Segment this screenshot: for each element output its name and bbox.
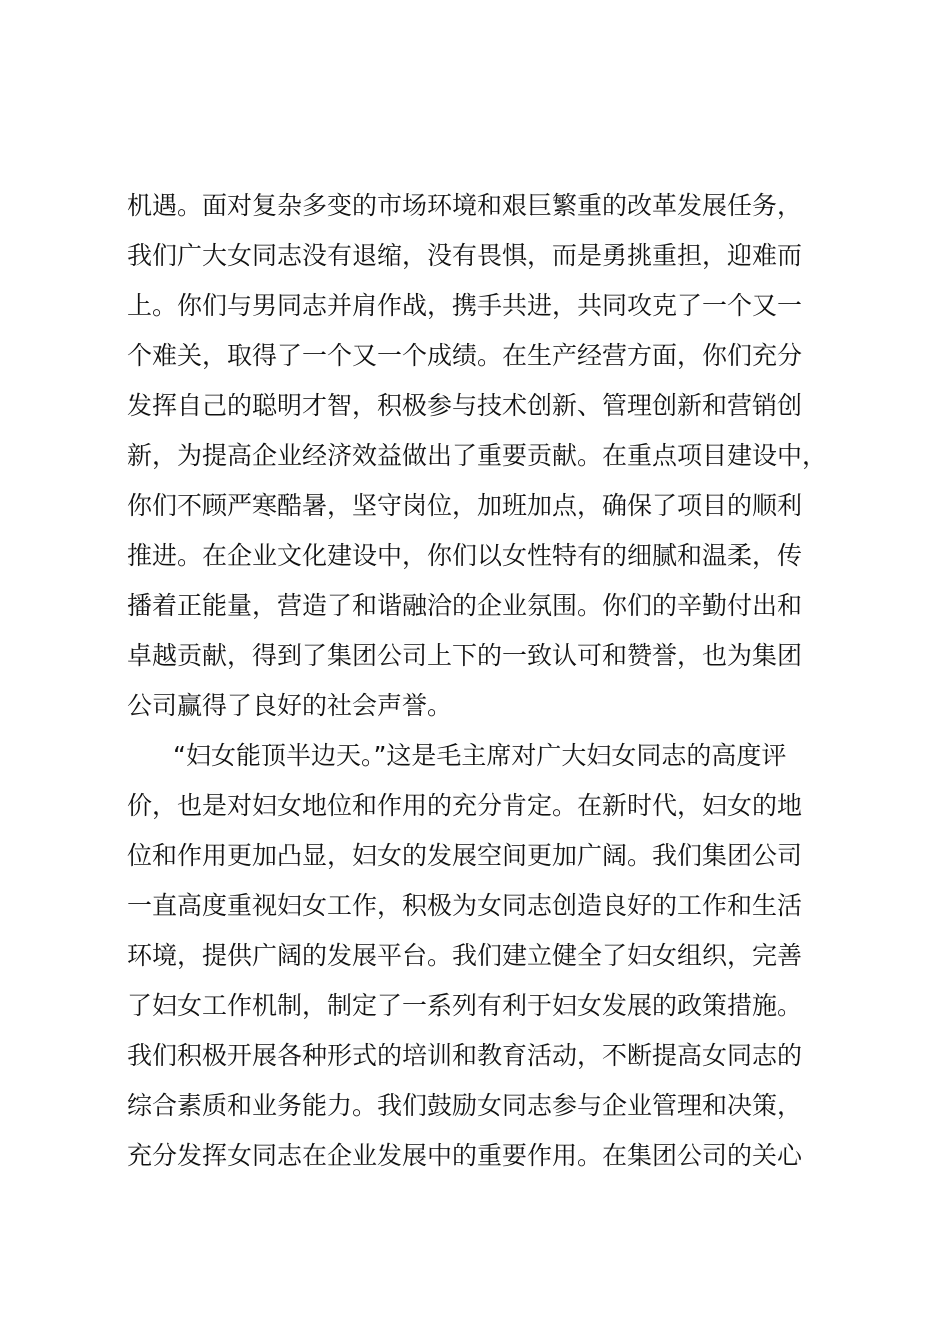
text-line: 综合素质和业务能力。我们鼓励女同志参与企业管理和决策，	[127, 1091, 803, 1120]
paragraph-2	[127, 731, 867, 1181]
text-line: 我们积极开展各种形式的培训和教育活动，不断提高女同志的	[127, 1041, 803, 1070]
text-line: 我们广大女同志没有退缩，没有畏惧，而是勇挑重担，迎难而	[127, 241, 803, 270]
text-line: 了妇女工作机制，制定了一系列有利于妇女发展的政策措施。	[127, 991, 803, 1020]
text-line: 充分发挥女同志在企业发展中的重要作用。在集团公司的关心	[127, 1141, 803, 1170]
text-line: 一直高度重视妇女工作，积极为女同志创造良好的工作和生活	[127, 891, 803, 920]
text-line: 推进。在企业文化建设中，你们以女性特有的细腻和温柔，传	[127, 541, 803, 570]
text-line: 上。你们与男同志并肩作战，携手共进，共同攻克了一个又一	[127, 291, 803, 320]
paragraph-1	[127, 181, 867, 731]
text-line: 你们不顾严寒酷暑，坚守岗位，加班加点，确保了项目的顺利	[127, 491, 803, 520]
text-line: 公司赢得了良好的社会声誉。	[127, 691, 453, 720]
text-line: “妇女能顶半边天。”这是毛主席对广大妇女同志的高度评	[173, 741, 787, 770]
text-line: 个难关，取得了一个又一个成绩。在生产经营方面，你们充分	[127, 341, 803, 370]
text-line: 卓越贡献，得到了集团公司上下的一致认可和赞誉，也为集团	[127, 641, 803, 670]
text-line: 位和作用更加凸显，妇女的发展空间更加广阔。我们集团公司	[127, 841, 803, 870]
text-line: 机遇。面对复杂多变的市场环境和艰巨繁重的改革发展任务，	[127, 191, 803, 220]
text-line: 新，为提高企业经济效益做出了重要贡献。在重点项目建设中，	[127, 441, 828, 470]
text-line: 环境，提供广阔的发展平台。我们建立健全了妇女组织，完善	[127, 941, 803, 970]
text-line: 发挥自己的聪明才智，积极参与技术创新、管理创新和营销创	[127, 391, 803, 420]
document-body	[127, 181, 867, 1181]
text-line: 价，也是对妇女地位和作用的充分肯定。在新时代，妇女的地	[127, 791, 803, 820]
text-line: 播着正能量，营造了和谐融洽的企业氛围。你们的辛勤付出和	[127, 591, 803, 620]
